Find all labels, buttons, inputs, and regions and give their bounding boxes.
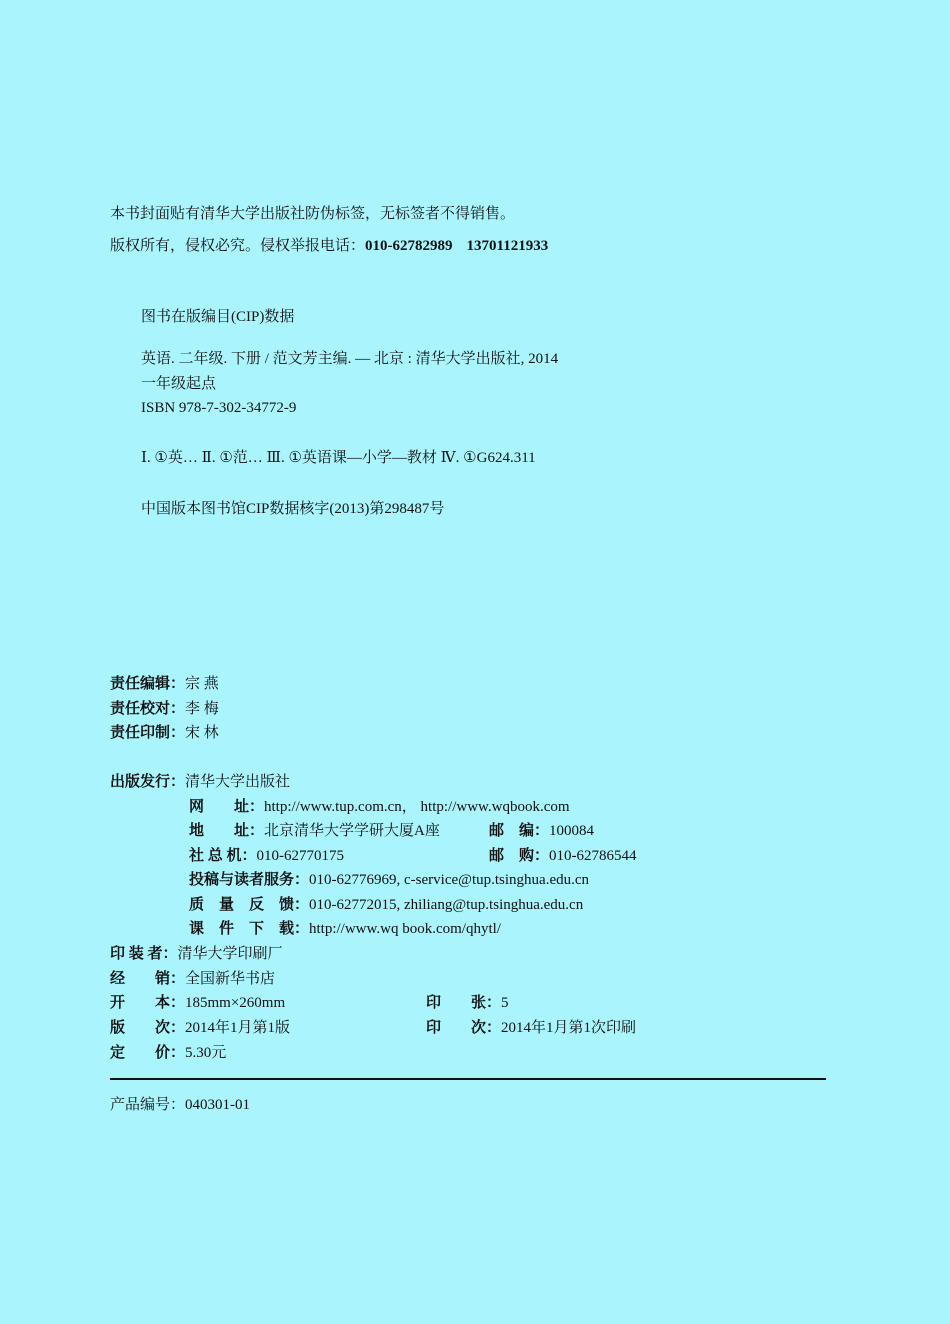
responsible-printing-name: 宋 林	[185, 725, 219, 741]
service-value: 010-62776969, c-service@tup.tsinghua.edu.cn	[309, 872, 590, 888]
cip-title: 图书在版编目(CIP)数据	[141, 309, 295, 325]
printer	[110, 944, 283, 964]
copyright-notice	[110, 236, 548, 256]
address-label: 地 址：	[189, 823, 265, 839]
switchboard-value: 010-62770175	[256, 848, 345, 864]
distributor	[110, 969, 275, 989]
publisher-download	[189, 919, 501, 939]
distributor-value: 全国新华书店	[185, 971, 276, 987]
printing-value: 2014年1月第1次印刷	[501, 1020, 637, 1036]
product-code-label: 产品编号：	[110, 1097, 186, 1113]
responsible-printing	[110, 723, 219, 743]
zip-value: 100084	[549, 823, 595, 839]
mail-order-value: 010-62786544	[549, 848, 637, 864]
cip-line-2: 一年级起点	[141, 376, 217, 392]
service-label: 投稿与读者服务：	[189, 872, 310, 888]
responsible-editor-name: 宗 燕	[185, 676, 219, 692]
publisher-feedback	[189, 895, 583, 915]
publisher-address	[189, 821, 440, 841]
printer-value: 清华大学印刷厂	[177, 946, 283, 962]
publisher	[110, 772, 290, 792]
publisher-zip	[489, 821, 594, 841]
edition-label: 版 次：	[110, 1020, 186, 1036]
responsible-proofreader-name: 李 梅	[185, 701, 219, 717]
anti-counterfeit-notice: 本书封面贴有清华大学出版社防伪标签，无标签者不得销售。	[110, 206, 516, 222]
distributor-label: 经 销：	[110, 971, 186, 987]
price-value: 5.30元	[185, 1045, 227, 1061]
responsible-editor-label: 责任编辑：	[110, 676, 186, 692]
download-label: 课 件 下 载：	[189, 921, 310, 937]
publisher-service	[189, 870, 589, 890]
price	[110, 1043, 226, 1063]
format-label: 开 本：	[110, 995, 186, 1011]
responsible-proofreader	[110, 699, 219, 719]
website-value: http://www.tup.com.cn， http://www.wqbook.com	[264, 799, 570, 815]
publisher-label: 出版发行：	[110, 774, 186, 790]
mail-order-label: 邮 购：	[489, 848, 550, 864]
download-value: http://www.wq book.com/qhytl/	[309, 921, 501, 937]
format	[110, 993, 285, 1013]
address-value: 北京清华大学学研大厦A座	[264, 823, 440, 839]
sheets-label: 印 张：	[426, 995, 502, 1011]
divider-rule	[110, 1078, 826, 1080]
product-code-value: 040301-01	[185, 1097, 251, 1113]
edition-value: 2014年1月第1版	[185, 1020, 291, 1036]
printing	[426, 1018, 636, 1038]
sheets-value: 5	[501, 995, 509, 1011]
switchboard-label: 社 总 机：	[189, 848, 257, 864]
publisher-mail-order	[489, 846, 637, 866]
feedback-label: 质 量 反 馈：	[189, 897, 310, 913]
zip-label: 邮 编：	[489, 823, 550, 839]
responsible-editor	[110, 674, 219, 694]
responsible-proofreader-label: 责任校对：	[110, 701, 186, 717]
publisher-name: 清华大学出版社	[185, 774, 291, 790]
cip-line-1: 英语. 二年级. 下册 / 范文芳主编. — 北京 : 清华大学出版社, 2014	[141, 351, 559, 367]
feedback-value: 010-62772015, zhiliang@tup.tsinghua.edu.cn	[309, 897, 584, 913]
copyright-text: 版权所有，侵权必究。侵权举报电话：	[110, 238, 366, 254]
sheets	[426, 993, 509, 1013]
responsible-printing-label: 责任印制：	[110, 725, 186, 741]
cip-classification: Ⅰ. ①英… Ⅱ. ①范… Ⅲ. ①英语课—小学—教材 Ⅳ. ①G624.311	[141, 450, 536, 466]
website-label: 网 址：	[189, 799, 265, 815]
format-value: 185mm×260mm	[185, 995, 286, 1011]
report-phone-2: 13701121933	[466, 238, 549, 254]
product-code	[110, 1095, 250, 1115]
report-phone-1: 010-62782989	[365, 238, 453, 254]
publisher-switchboard	[189, 846, 344, 866]
printer-label: 印 装 者：	[110, 946, 178, 962]
cip-record-number: 中国版本图书馆CIP数据核字(2013)第298487号	[141, 501, 445, 517]
cip-isbn: ISBN 978-7-302-34772-9	[141, 400, 297, 416]
price-label: 定 价：	[110, 1045, 186, 1061]
printing-label: 印 次：	[426, 1020, 502, 1036]
publisher-website	[189, 797, 570, 817]
edition	[110, 1018, 290, 1038]
